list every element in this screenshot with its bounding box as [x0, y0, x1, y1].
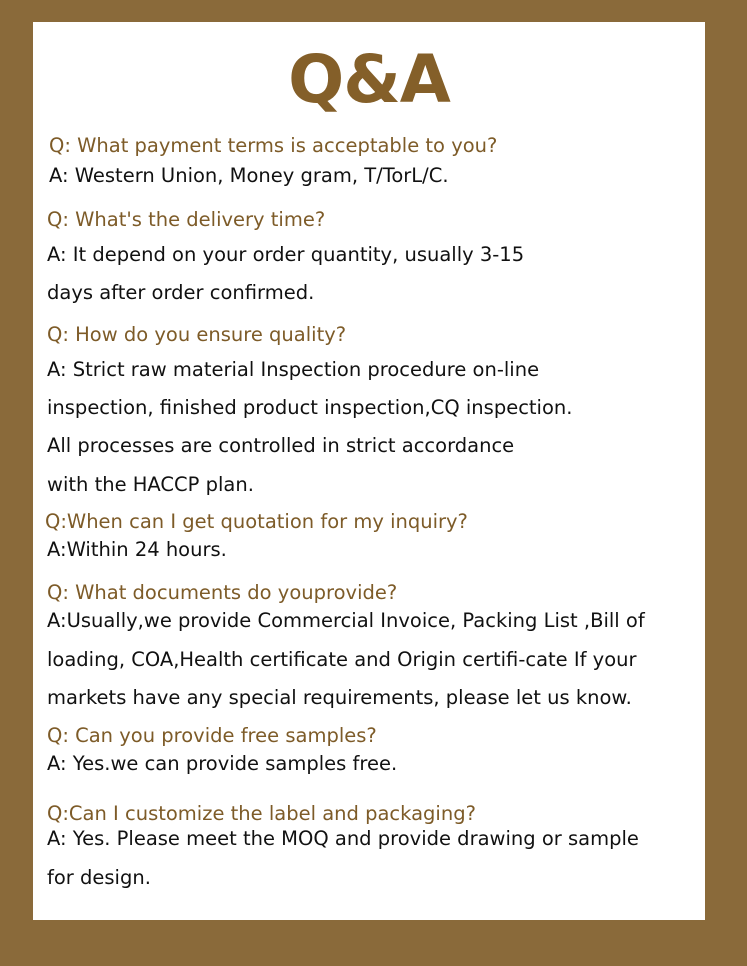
answer-6-line-1: A: Yes.we can provide samples free. [47, 752, 398, 775]
answer-7-line-2: for design. [47, 866, 151, 889]
answer-2-line-1: A: It depend on your order quantity, usually 3-15 [47, 243, 525, 266]
question-1: Q: What payment terms is acceptable to you? [49, 134, 498, 157]
answer-7-line-1: A: Yes. Please meet the MOQ and provide drawing or sample [47, 827, 639, 850]
page-title: Q&A [288, 41, 450, 118]
answer-3-line-3: All processes are controlled in strict accordance [47, 434, 515, 457]
answer-3-line-4: with the HACCP plan. [47, 473, 254, 496]
answer-5-line-3: markets have any special requirements, please let us know. [47, 686, 632, 709]
answer-4-line-1: A:Within 24 hours. [47, 538, 227, 561]
answer-3-line-2: inspection, finished product inspection,CQ inspection. [47, 396, 573, 419]
question-3: Q: How do you ensure quality? [47, 323, 347, 346]
question-6: Q: Can you provide free samples? [47, 724, 377, 747]
question-4: Q:When can I get quotation for my inquiry? [45, 510, 468, 533]
answer-5-line-1: A:Usually,we provide Commercial Invoice, Packing List ,Bill of [47, 609, 645, 632]
question-7: Q:Can I customize the label and packaging? [47, 802, 476, 825]
question-5: Q: What documents do youprovide? [47, 581, 398, 604]
answer-3-line-1: A: Strict raw material Inspection procedure on-line [47, 358, 540, 381]
answer-2-line-2: days after order confirmed. [47, 281, 315, 304]
question-2: Q: What's the delivery time? [47, 208, 326, 231]
qa-card [33, 22, 705, 920]
answer-5-line-2: loading, COA,Health certificate and Origin certifi-cate If your [47, 648, 637, 671]
answer-1-line-1: A: Western Union, Money gram, T/TorL/C. [49, 164, 449, 187]
